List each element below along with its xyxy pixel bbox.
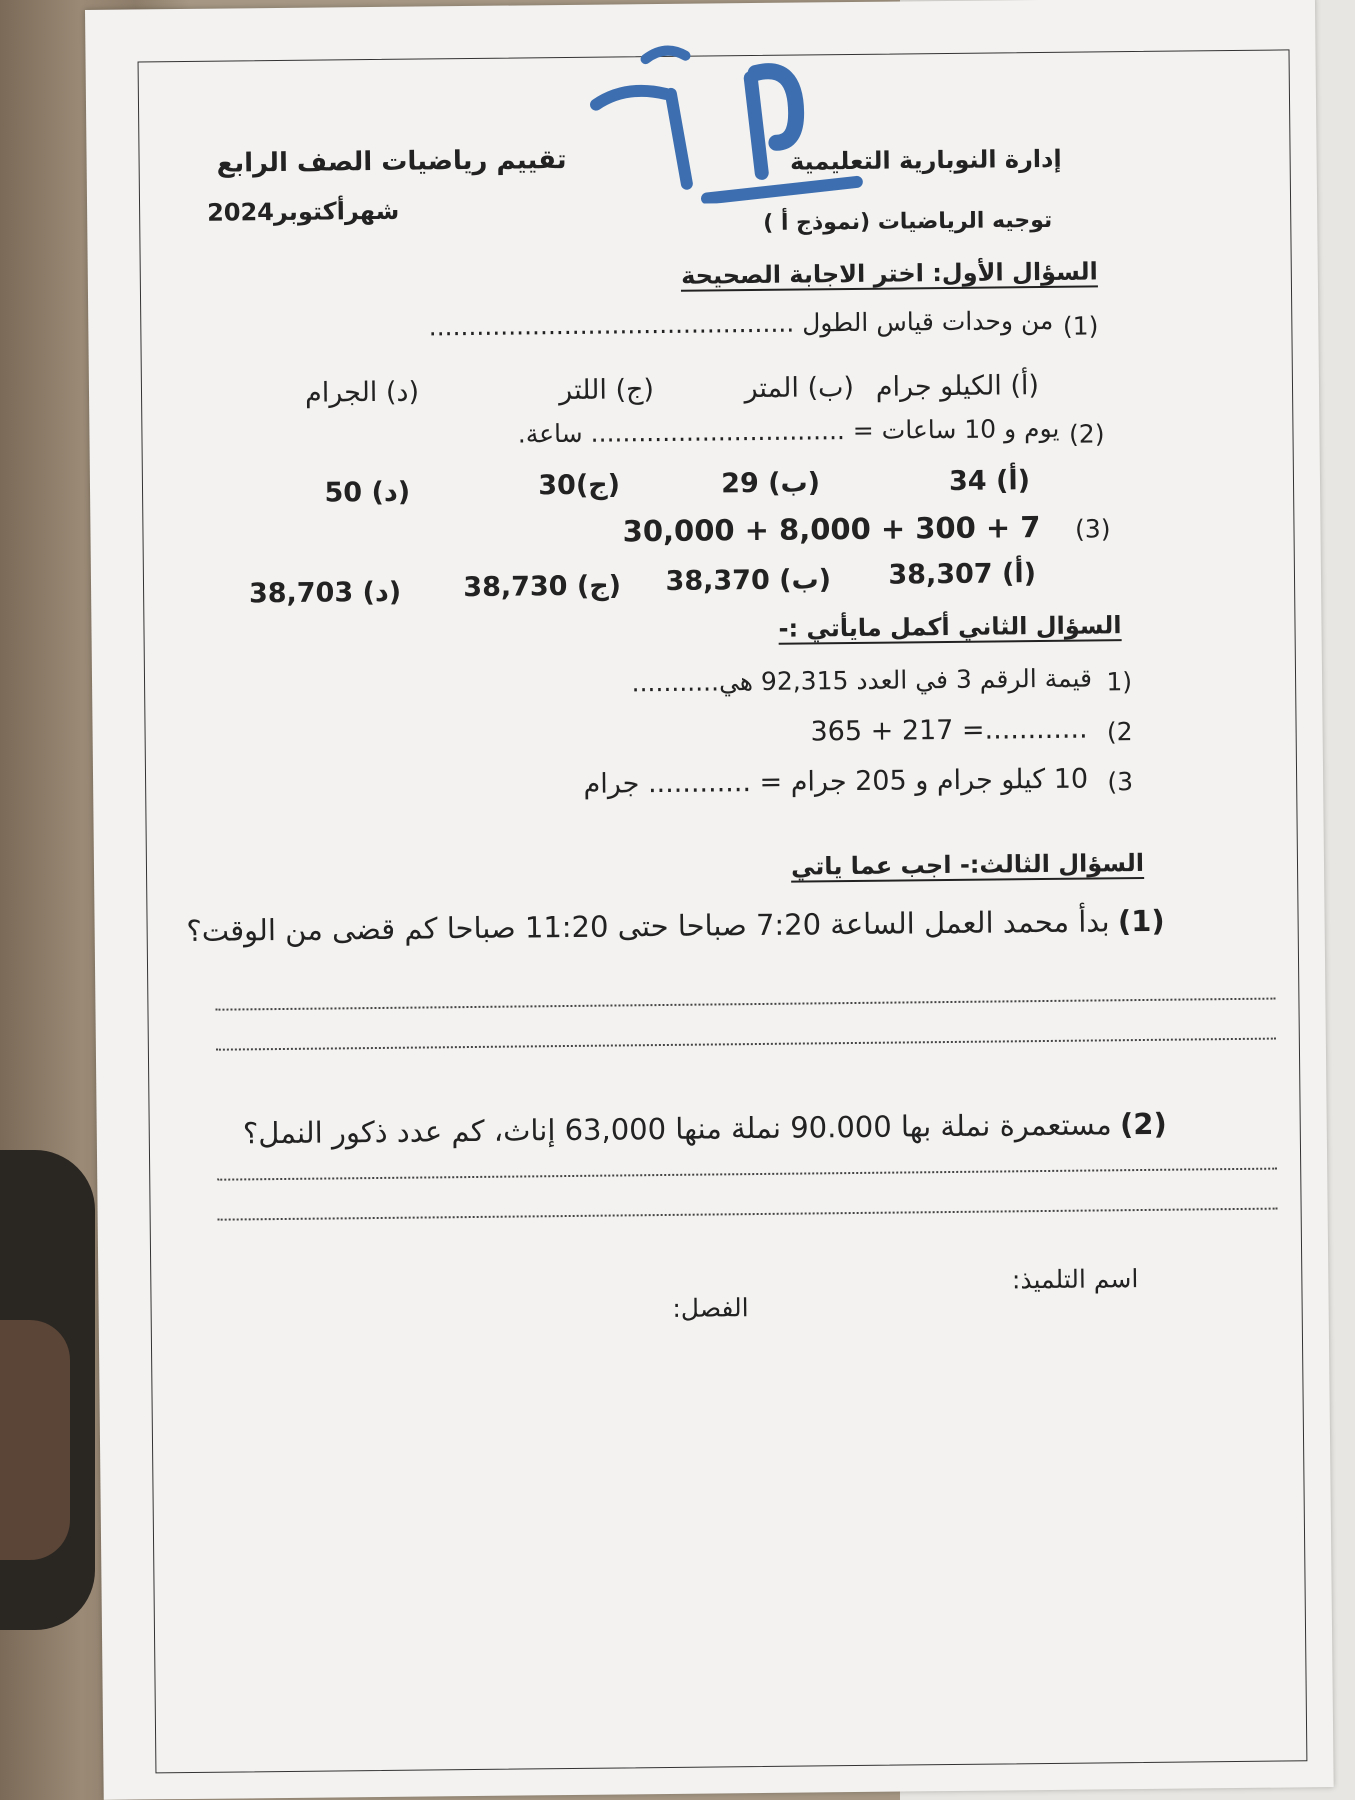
q3-expression: 30,000 + 8,000 + 300 + 7 xyxy=(622,510,1041,549)
s2-item3-number: (3 xyxy=(1107,767,1134,797)
q3-option-c: (ج) 38,730 xyxy=(463,570,622,604)
q3-option-a: (أ) 38,307 xyxy=(888,558,1037,591)
q1-option-d: (د) الجرام xyxy=(304,376,420,409)
q2-text: يوم و 10 ساعات = ................................ ساعة. xyxy=(517,413,1060,449)
class-label: الفصل: xyxy=(672,1293,749,1323)
directorate-title: إدارة النوبارية التعليمية xyxy=(789,144,1062,176)
section1-title: السؤال الأول: اختر الاجابة الصحيحة xyxy=(680,257,1098,290)
shoe-sole xyxy=(0,1320,70,1560)
s3-item2-number: (2) xyxy=(1119,1106,1167,1142)
q1-text: من وحدات قياس الطول .............................................. xyxy=(428,305,1054,342)
q2-option-a: (أ) 34 xyxy=(948,465,1031,497)
handwritten-grade xyxy=(555,32,877,205)
q2-number: (2) xyxy=(1068,419,1105,449)
subject-guidance: توجيه الرياضيات (نموذج أ ) xyxy=(763,207,1053,236)
s3-item1-number: (1) xyxy=(1117,903,1165,939)
q3-number: (3) xyxy=(1074,514,1111,544)
q3-option-d: (د) 38,703 xyxy=(248,576,402,610)
section3-title: السؤال الثالث:- اجب عما ياتي xyxy=(790,848,1145,881)
s2-item2-text: 365 + 217 =............ xyxy=(810,713,1088,748)
exam-title: تقييم رياضيات الصف الرابع xyxy=(216,144,567,179)
s2-item2-number: (2 xyxy=(1106,717,1133,747)
q1-option-c: (ج) اللتر xyxy=(559,374,655,407)
q2-option-d: (د) 50 xyxy=(324,476,411,509)
q1-option-b: (ب) المتر xyxy=(744,371,855,405)
exam-month: شهرأكتوبر2024 xyxy=(206,196,400,227)
s2-item1-number: 1) xyxy=(1106,667,1133,697)
s3-item2-text: مستعمرة نملة بها 90.000 نملة منها 63,000 إناث، كم عدد ذكور النمل؟ xyxy=(242,1107,1112,1151)
student-name-label: اسم التلميذ: xyxy=(1011,1264,1139,1295)
s2-item3-text: 10 كيلو جرام و 205 جرام = ............ جرام xyxy=(583,763,1089,800)
exam-paper xyxy=(85,0,1334,1800)
q1-option-a: (أ) الكيلو جرام xyxy=(875,370,1040,403)
q3-option-b: (ب) 38,370 xyxy=(665,564,832,597)
section2-title: السؤال الثاني أكمل مايأتي :- xyxy=(778,611,1122,643)
s3-item1-text: بدأ محمد العمل الساعة 7:20 صباحا حتى 11:20 صباحا كم قضى من الوقت؟ xyxy=(186,904,1110,948)
q2-option-b: (ب) 29 xyxy=(721,467,821,500)
q2-option-c: (ج)30 xyxy=(538,469,621,502)
q1-number: (1) xyxy=(1062,311,1099,341)
s2-item1-text: قيمة الرقم 3 في العدد 92,315 هي........... xyxy=(631,663,1093,698)
